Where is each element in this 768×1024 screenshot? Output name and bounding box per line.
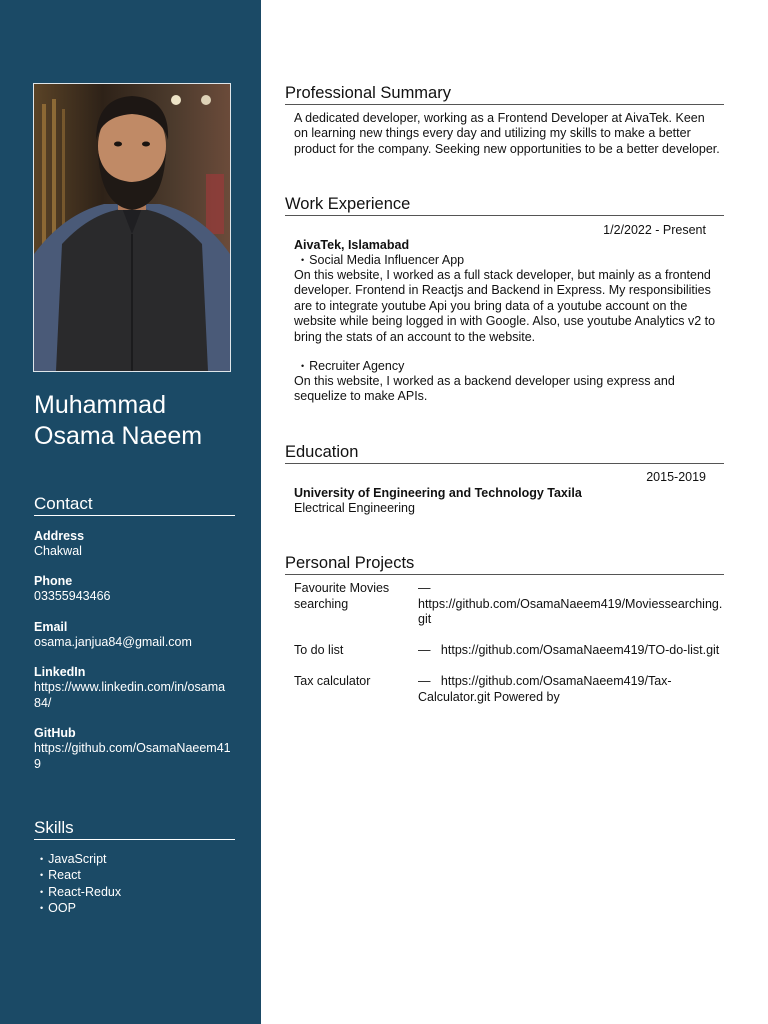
skill-item: • React bbox=[40, 868, 121, 884]
phone-label: Phone bbox=[34, 574, 73, 588]
contact-linkedin bbox=[34, 665, 239, 711]
project-link[interactable] bbox=[418, 643, 728, 659]
profile-photo bbox=[33, 83, 231, 372]
skill-item: • React-Redux bbox=[40, 885, 121, 901]
project-link[interactable] bbox=[418, 581, 728, 628]
profile-photo-image bbox=[34, 84, 230, 371]
address-value: Chakwal bbox=[34, 544, 82, 558]
projects-heading: Personal Projects bbox=[285, 552, 724, 575]
linkedin-label: LinkedIn bbox=[34, 665, 86, 679]
github-label: GitHub bbox=[34, 726, 76, 740]
contact-github bbox=[34, 726, 239, 772]
education-years: 2015-2019 bbox=[646, 470, 706, 484]
project-link-line-1[interactable]: https://github.com/OsamaNaeem419/Tax- bbox=[440, 674, 672, 688]
summary-heading: Professional Summary bbox=[285, 82, 724, 105]
contact-address bbox=[34, 529, 239, 560]
project-description-1: On this website, I worked as a full stack developer, but mainly as a frontend developer. Frontend in Reactjs and Backend in Express. My responsibilities are to integrate youtube Api you bring data of a youtube account on the website while being logged in with Google. Also, use youtube Analytics v2 to bring the stats of an account to the website. bbox=[294, 268, 716, 344]
project-link-line-1[interactable]: https://github.com/OsamaNaeem419/Moviessearching. bbox=[418, 596, 723, 611]
project-name-line-1: To do list bbox=[294, 643, 344, 657]
sidebar bbox=[0, 0, 261, 1024]
contact-heading: Contact bbox=[34, 493, 235, 516]
linkedin-value-line-2[interactable]: 84/ bbox=[34, 695, 52, 710]
project-name-line-1: Favourite Movies bbox=[294, 581, 390, 595]
project-name-line-2: searching bbox=[294, 596, 349, 611]
phone-value: 03355943466 bbox=[34, 589, 111, 603]
project-name bbox=[294, 581, 404, 612]
project-link[interactable] bbox=[418, 674, 728, 705]
project-link-line-2[interactable]: Calculator.git Powered by bbox=[418, 689, 560, 704]
github-value-line-2[interactable]: 9 bbox=[34, 756, 41, 771]
project-dash: — bbox=[418, 643, 431, 657]
email-value: osama.janjua84@gmail.com bbox=[34, 635, 192, 649]
project-name bbox=[294, 643, 404, 659]
project-description-2: On this website, I worked as a backend developer using express and sequelize to make APIs. bbox=[294, 374, 675, 404]
address-label: Address bbox=[34, 529, 85, 543]
summary-text: A dedicated developer, working as a Frontend Developer at AivaTek. Keen on learning new things every day and utilizing my skills to make a better product for the company. Seeking new opportunities to be a better developer. bbox=[294, 111, 720, 156]
contact-phone bbox=[34, 574, 239, 605]
experience-heading: Work Experience bbox=[285, 193, 724, 216]
experience-company: AivaTek, Islamabad bbox=[294, 238, 410, 252]
contact-email bbox=[34, 620, 239, 651]
linkedin-value-line-1[interactable]: https://www.linkedin.com/in/osama bbox=[34, 680, 226, 694]
project-name-line-1: Tax calculator bbox=[294, 674, 371, 688]
skills-list bbox=[40, 852, 121, 917]
skills-heading: Skills bbox=[34, 817, 235, 840]
skill-item: • JavaScript bbox=[40, 852, 121, 868]
project-dash: — bbox=[418, 674, 431, 688]
project-dash: — bbox=[418, 581, 431, 595]
candidate-name bbox=[34, 390, 244, 452]
project-link-line-2[interactable]: git bbox=[418, 612, 432, 626]
skill-item: • OOP bbox=[40, 901, 121, 917]
name-line-1: Muhammad bbox=[34, 391, 166, 419]
education-institution: University of Engineering and Technology Taxila bbox=[294, 486, 582, 500]
education-heading: Education bbox=[285, 441, 724, 464]
project-title-1: • Social Media Influencer App bbox=[301, 253, 464, 269]
email-label: Email bbox=[34, 620, 68, 634]
github-value-line-1[interactable]: https://github.com/OsamaNaeem41 bbox=[34, 741, 231, 755]
project-title-2: • Recruiter Agency bbox=[301, 359, 404, 375]
education-degree: Electrical Engineering bbox=[294, 501, 415, 515]
project-link-line-1[interactable]: https://github.com/OsamaNaeem419/TO-do-list.git bbox=[440, 643, 720, 657]
name-line-2: Osama Naeem bbox=[34, 422, 203, 450]
experience-date: 1/2/2022 - Present bbox=[603, 223, 706, 237]
project-name bbox=[294, 674, 404, 690]
